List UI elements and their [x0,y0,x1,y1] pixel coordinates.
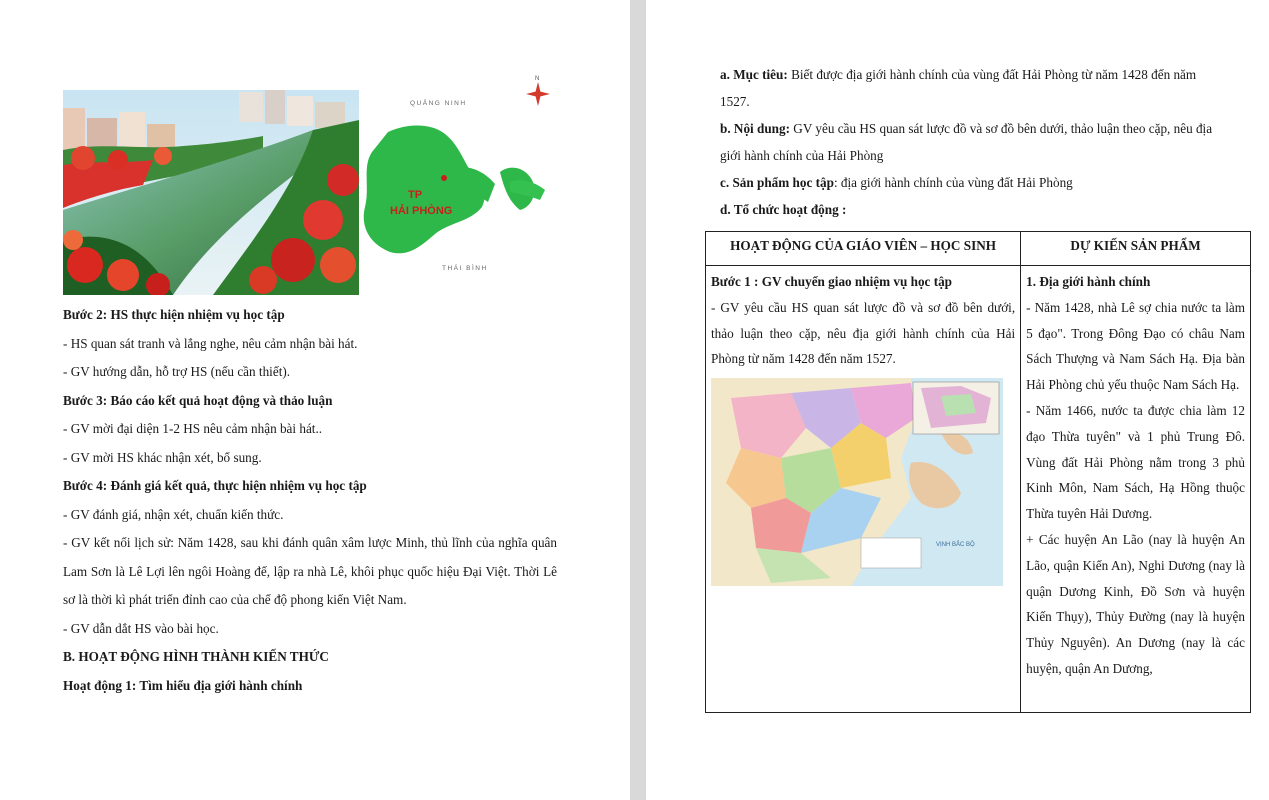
step4-item-1: - GV đánh giá, nhận xét, chuẩn kiến thức. [63,506,284,522]
section-b-heading: B. HOẠT ĐỘNG HÌNH THÀNH KIẾN THỨC [63,649,329,664]
activity1-heading: Hoạt động 1: Tìm hiểu địa giới hành chính [63,677,303,693]
step2-item-2: - GV hướng dẫn, hỗ trợ HS (nếu cần thiết). [63,364,291,379]
step1-text: - GV yêu cầu HS quan sát lược đồ và sơ đồ bên dưới, thảo luận theo cặp, nêu địa giới hành chính của Hải Phòng từ năm 1428 đến năm 1527. [711,299,1016,367]
right-page-intro [720,61,1220,223]
organization-label: d. Tổ chức hoạt động : [720,202,847,217]
table-cell-activity [706,266,1021,713]
product-label: c. Sản phẩm học tập [720,175,834,190]
map-label-north: QUẢNG NINH [410,100,467,107]
goal-text: Biết được địa giới hành chính của vùng đất Hải Phòng từ năm 1428 đến năm 1527. [720,67,1197,109]
product-text: : địa giới hành chính của vùng đất Hải Phòng [833,175,1073,190]
step4-title: Bước 4: Đánh giá kết quả, thực hiện nhiệm vụ học tập [63,478,367,493]
page-gap [630,0,646,800]
compass-icon [526,76,550,106]
product-paragraph-1: - Năm 1428, nhà Lê sợ chia nước ta làm 5 đạo". Trong Đông Đạo có châu Nam Sách Thượng và Nam Sách Hạ. Địa bàn Hải Phòng chủ yếu thuộc Nam Sách Hạ. [1026,299,1245,393]
map-label-south: THÁI BÌNH [442,265,488,272]
product-paragraph [720,169,1220,196]
goal-label: a. Mục tiêu: [720,67,788,82]
table-row [706,266,1251,713]
svg-text:N: N [535,76,540,82]
table-header-expected-product: DỰ KIẾN SẢN PHẨM [1021,232,1251,266]
hai-phong-map-thumbnail [360,72,555,277]
goal-paragraph [720,61,1220,115]
map-city-label-1: TP [408,189,423,201]
river-photo [63,90,359,295]
step1-title: Bước 1 : GV chuyển giao nhiệm vụ học tập [711,274,953,289]
step3-item-2: - GV mời HS khác nhận xét, bổ sung. [63,449,262,465]
content-label: b. Nội dung: [720,121,790,136]
step2-title: Bước 2: HS thực hiện nhiệm vụ học tập [63,307,285,322]
hai-phong-historical-map [711,378,1003,586]
table-header-row [706,232,1251,266]
table-cell-product [1021,266,1251,713]
admin-boundary-title: 1. Địa giới hành chính [1026,274,1151,289]
left-page-body [63,301,557,700]
table-header-teacher-student: HOẠT ĐỘNG CỦA GIÁO VIÊN – HỌC SINH [706,232,1021,266]
content-text: GV yêu cầu HS quan sát lược đồ và sơ đồ bên dưới, thảo luận theo cặp, nêu địa giới hành chính của Hải Phòng [720,121,1213,163]
activity-table [705,231,1251,713]
product-paragraph-3: + Các huyện An Lão (nay là huyện An Lão, quận Kiến An), Nghi Dương (nay là quận Dương Kinh, Đồ Sơn và huyện Kiến Thụy), Thủy Đường (nay là huyện Thủy Nguyên). An Dương (nay là các huyện, quận An Dương, [1026,531,1245,676]
step4-item-2: - GV kết nối lịch sử: Năm 1428, sau khi đánh quân xâm lược Minh, thủ lĩnh của nghĩa quân Lam Sơn là Lê Lợi lên ngôi Hoàng đế, lập ra nhà Lê, khôi phục quốc hiệu Đại Việt. Thời Lê sơ là thời kì phát triển đỉnh cao của chế độ phong kiến Việt Nam. [63,535,557,607]
product-paragraph-2: - Năm 1466, nước ta được chia làm 12 đạo Thừa tuyên" và 1 phủ Trung Đô. Vùng đất Hải Phòng nằm trong 3 phủ Kinh Môn, Nam Sách, Hạ Hồng thuộc Thừa tuyên Hải Dương. [1026,402,1245,522]
step2-item-1: - HS quan sát tranh và lắng nghe, nêu cảm nhận bài hát. [63,335,358,351]
content-paragraph [720,115,1220,169]
map-city-label-2: HẢI PHÒNG [390,205,453,217]
step4-item-3: - GV dẫn dắt HS vào bài học. [63,620,219,636]
step3-item-1: - GV mời đại diện 1-2 HS nêu cảm nhận bài hát.. [63,421,323,436]
map-sea-label: VỊNH BẮC BỘ [936,542,975,549]
step3-title: Bước 3: Báo cáo kết quả hoạt động và thảo luận [63,392,333,408]
